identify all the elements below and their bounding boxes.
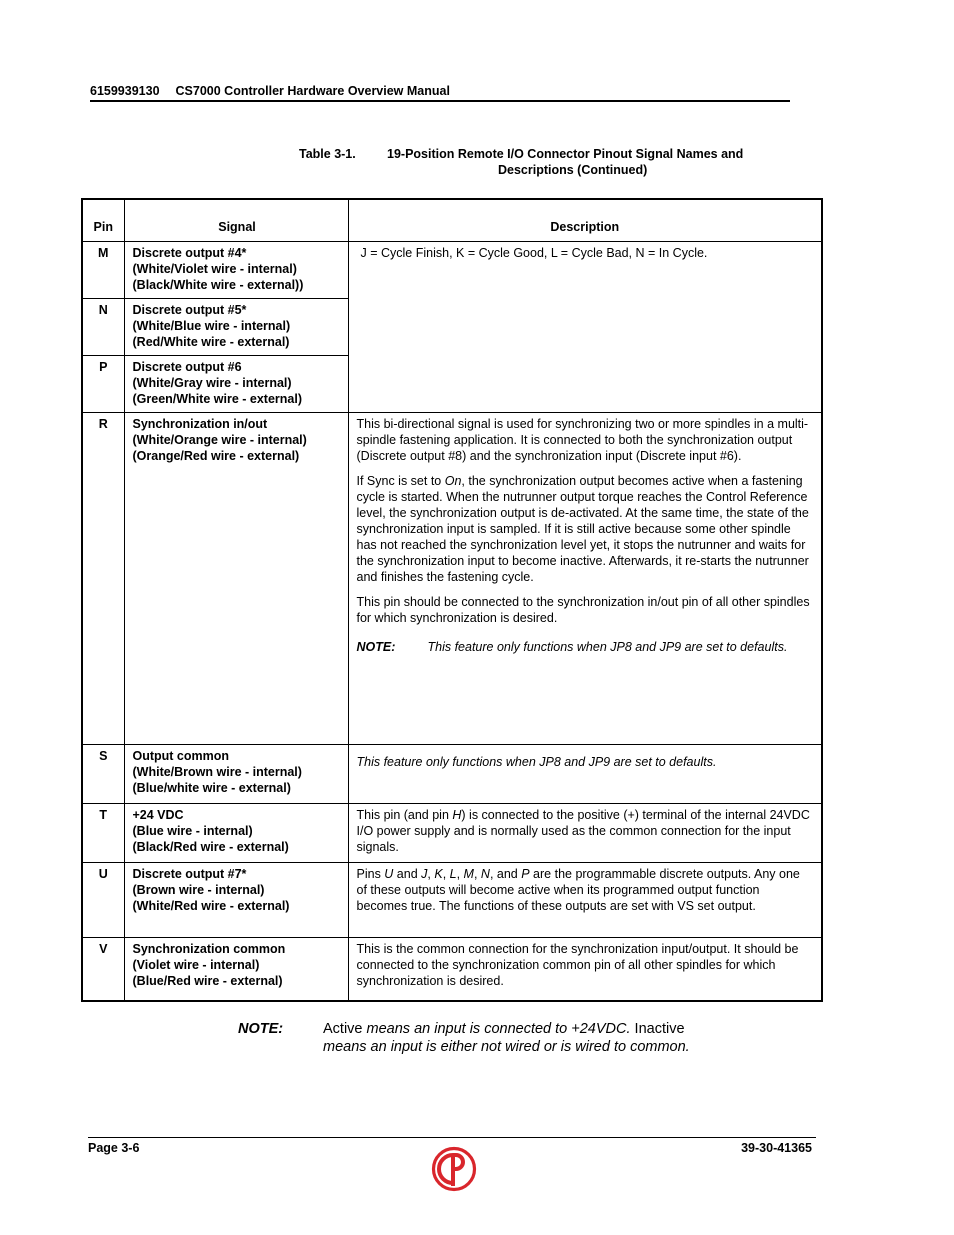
- signal-external: (Green/White wire - external): [132, 391, 302, 406]
- caption-line1: 19-Position Remote I/O Connector Pinout Signal Names and: [387, 147, 744, 161]
- note-text: Active means an input is connected to +24VDC. Inactive means an input is either not wired or is wired to common.: [323, 1021, 690, 1055]
- table-header-row: [82, 199, 822, 241]
- description-cell: [348, 241, 822, 412]
- pin-cell: S: [82, 744, 124, 803]
- signal-name: Synchronization in/out: [132, 416, 268, 431]
- signal-name: Discrete output #5*: [132, 302, 247, 317]
- table-row: [82, 744, 822, 803]
- doc-number: 6159939130: [90, 84, 160, 98]
- pin-cell: T: [82, 803, 124, 862]
- description-cell: [348, 803, 822, 862]
- signal-internal: (White/Orange wire - internal): [132, 432, 307, 447]
- pin-cell: M: [82, 241, 124, 298]
- signal-name: Synchronization common: [132, 941, 286, 956]
- description-paragraph: This pin should be connected to the synchronization in/out pin of all other spindles for which synchronization is desired.: [356, 594, 810, 625]
- signal-cell: [124, 298, 348, 355]
- col-header-signal: Signal: [124, 199, 348, 241]
- signal-cell: [124, 937, 348, 1001]
- signal-internal: (Violet wire - internal): [132, 957, 260, 972]
- signal-internal: (White/Violet wire - internal): [132, 261, 297, 276]
- signal-internal: (Blue wire - internal): [132, 823, 253, 838]
- description-cell: [348, 937, 822, 1001]
- pin-cell: U: [82, 862, 124, 937]
- col-header-pin: Pin: [82, 199, 124, 241]
- signal-internal: (White/Blue wire - internal): [132, 318, 291, 333]
- signal-external: (Orange/Red wire - external): [132, 448, 300, 463]
- signal-name: Discrete output #4*: [132, 245, 247, 260]
- signal-name: Discrete output #6: [132, 359, 242, 374]
- pin-cell: R: [82, 412, 124, 744]
- note-text: This feature only functions when JP8 and JP9 are set to defaults.: [427, 639, 788, 654]
- description-paragraph: This bi-directional signal is used for synchronizing two or more spindles in a multi-spindle fastening application. It is connected to both the synchronization output (Discrete output #8) and the synchronization input (Discrete input #6).: [356, 416, 809, 463]
- signal-cell: [124, 241, 348, 298]
- signal-name: Output common: [132, 748, 230, 763]
- table-row: [82, 412, 822, 744]
- signal-internal: (Brown wire - internal): [132, 882, 265, 897]
- description-cell: [348, 744, 822, 803]
- signal-external: (Blue/Red wire - external): [132, 973, 283, 988]
- note-label: NOTE:: [356, 639, 396, 654]
- signal-cell: [124, 412, 348, 744]
- signal-external: (Black/White wire - external)): [132, 277, 304, 292]
- pin-cell: N: [82, 298, 124, 355]
- signal-external: (Blue/white wire - external): [132, 780, 291, 795]
- description-text: This feature only functions when JP8 and JP9 are set to defaults.: [356, 754, 717, 769]
- description-cell: [348, 862, 822, 937]
- table-caption: [295, 146, 815, 178]
- pin-cell: P: [82, 355, 124, 412]
- signal-cell: [124, 803, 348, 862]
- inline-note: [357, 639, 814, 655]
- footer-doc-code: 39-30-41365: [741, 1141, 812, 1155]
- signal-external: (White/Red wire - external): [132, 898, 290, 913]
- table-row: [82, 937, 822, 1001]
- signal-cell: [124, 862, 348, 937]
- bottom-note: [238, 1020, 758, 1056]
- description-text: Pins U and J, K, L, M, N, and P are the programmable discrete outputs. Any one of these outputs will become active when its programmed output function becomes true. The functions of these outputs are set with VS set output.: [356, 866, 800, 913]
- description-text: This pin (and pin H) is connected to the positive (+) terminal of the internal 24VDC I/O power supply and is normally used as the common connection for the input signals.: [356, 807, 810, 854]
- pin-cell: V: [82, 937, 124, 1001]
- col-header-description: Description: [348, 199, 822, 241]
- signal-external: (Black/Red wire - external): [132, 839, 289, 854]
- cp-logo-icon: [431, 1146, 477, 1192]
- description-text: This is the common connection for the synchronization input/output. It should be connected to the synchronization common pin of all other spindles for which synchronization is desired.: [356, 941, 799, 988]
- signal-cell: [124, 744, 348, 803]
- page-header: [90, 84, 790, 102]
- description-text: J = Cycle Finish, K = Cycle Good, L = Cycle Bad, N = In Cycle.: [360, 245, 708, 260]
- table-row: [82, 862, 822, 937]
- signal-name: Discrete output #7*: [132, 866, 247, 881]
- pinout-table: [81, 198, 823, 1002]
- caption-line2: Descriptions (Continued): [498, 163, 648, 177]
- description-cell: [348, 412, 822, 744]
- signal-name: +24 VDC: [132, 807, 184, 822]
- signal-cell: [124, 355, 348, 412]
- signal-internal: (White/Gray wire - internal): [132, 375, 292, 390]
- signal-external: (Red/White wire - external): [132, 334, 290, 349]
- doc-title: CS7000 Controller Hardware Overview Manual: [175, 84, 450, 98]
- page-number: Page 3-6: [88, 1141, 140, 1155]
- table-row: [82, 241, 822, 298]
- note-label: NOTE:: [238, 1021, 284, 1037]
- description-paragraph: If Sync is set to On, the synchronization output becomes active when a fastening cycle is started. When the nutrunner output torque reaches the Control Reference level, the synchronization output is de-activated. At the same time, the state of the synchronization input is sampled. If it is still active because some other spindle has not reached the synchronization level yet, it stops the nutrunner and waits for the synchronization input to become inactive. Afterwards, it re-starts the nutrunner and finishes the fastening cycle.: [356, 473, 809, 584]
- caption-label: Table 3-1.: [299, 147, 356, 161]
- table-row: [82, 803, 822, 862]
- signal-internal: (White/Brown wire - internal): [132, 764, 302, 779]
